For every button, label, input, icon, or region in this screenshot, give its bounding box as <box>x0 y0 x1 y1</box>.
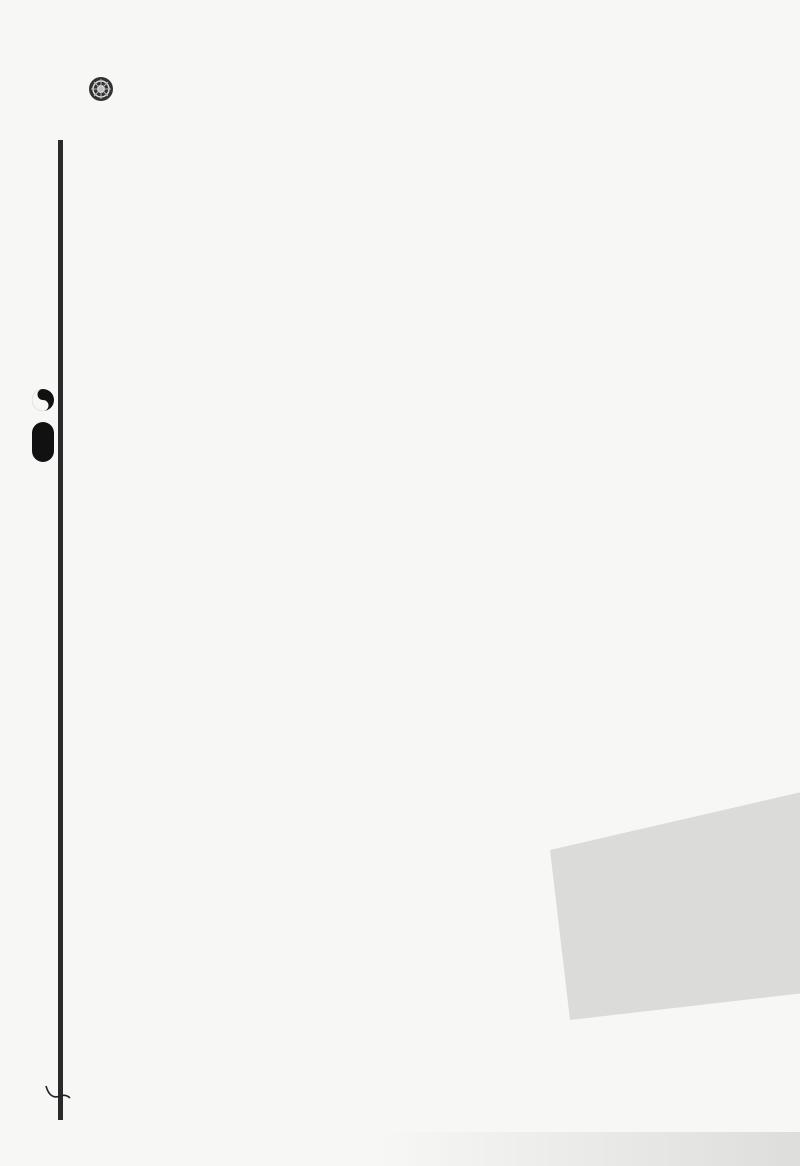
scan-shadow-band <box>380 1132 800 1166</box>
volume-badge <box>32 422 54 462</box>
yin-yang-icon <box>31 388 55 412</box>
flower-emblem-icon <box>88 76 114 102</box>
page-content <box>88 54 738 112</box>
sidebar-book-title <box>28 388 58 467</box>
page-spine-bar <box>58 140 63 1120</box>
section-heading <box>88 76 738 102</box>
seal-watermark-icon <box>530 790 800 1020</box>
corner-swirl-icon <box>44 1082 74 1102</box>
